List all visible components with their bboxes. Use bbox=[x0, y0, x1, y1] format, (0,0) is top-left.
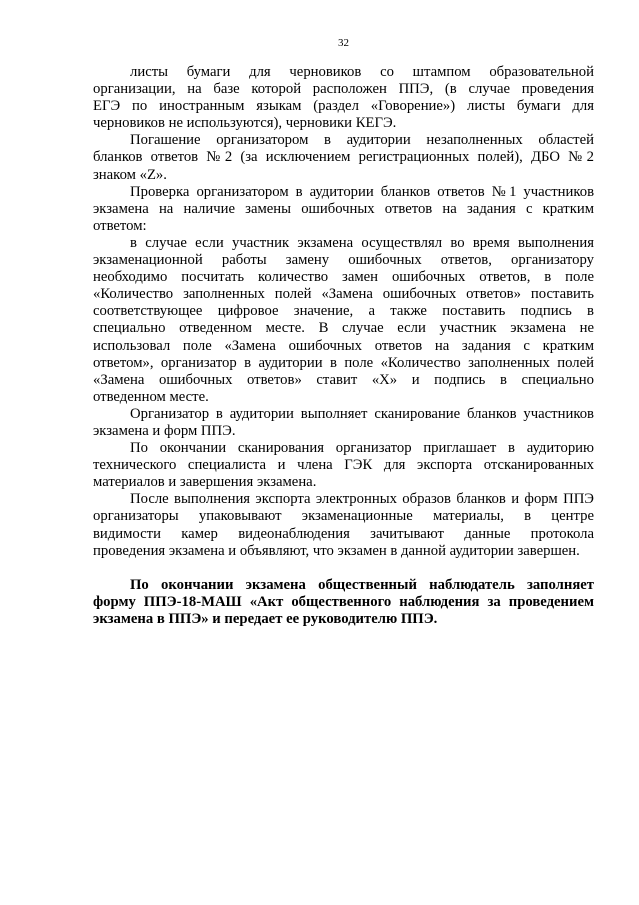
paragraph-packaging bbox=[93, 491, 594, 559]
text-line: экзамена в ППЭ» и передает ее руководителю ППЭ. bbox=[93, 611, 438, 627]
text-line: специально отведенном месте. В случае если участник экзамена не bbox=[93, 320, 594, 337]
paragraph-export bbox=[93, 440, 594, 491]
text-line: в случае если участник экзамена осуществлял во время выполнения bbox=[130, 234, 594, 251]
text-line: необходимо посчитать количество замен ошибочных ответов, в поле bbox=[93, 269, 594, 286]
text-line: После выполнения экспорта электронных образов бланков и форм ППЭ bbox=[130, 491, 594, 508]
text-line: Проверка организатором в аудитории бланков ответов №1 участников bbox=[130, 183, 594, 200]
text-line: ответом: bbox=[93, 217, 147, 234]
text-line: бланков ответов №2 (за исключением регистрационных полей), ДБО №2 bbox=[93, 149, 594, 166]
text-line: Погашение организатором в аудитории незаполненных областей bbox=[130, 132, 594, 149]
text-line: По окончании экзамена общественный наблюдатель заполняет bbox=[130, 576, 594, 593]
text-line: знаком «Z». bbox=[93, 166, 167, 183]
text-line: организации, на базе которой расположен ППЭ, (в случае проведения bbox=[93, 81, 594, 98]
paragraph-answer-check bbox=[93, 184, 594, 235]
text-line: «Замена ошибочных ответов» ставит «X» и подпись в специально bbox=[93, 371, 594, 388]
paragraph-draft-sheets bbox=[93, 64, 594, 132]
text-line: ЕГЭ по иностранным языкам (раздел «Говорение») листы бумаги для bbox=[93, 98, 594, 115]
text-line: экзамена и форм ППЭ. bbox=[93, 422, 236, 439]
text-line: отведенном месте. bbox=[93, 388, 209, 405]
text-line: организаторы упаковывают экзаменационные материалы, в центре bbox=[93, 508, 594, 525]
paragraph-replacement-case bbox=[93, 235, 594, 406]
paragraph-scanning bbox=[93, 406, 594, 440]
text-line: видимости камер видеонаблюдения зачитывают данные протокола bbox=[93, 525, 594, 542]
text-line: использовал поле «Замена ошибочных ответов на задания с кратким bbox=[93, 337, 594, 354]
page-number: 32 bbox=[338, 37, 349, 49]
text-line: соответствующее цифровое значение, а также поставить подпись в bbox=[93, 303, 594, 320]
text-line: По окончании сканирования организатор приглашает в аудиторию bbox=[130, 440, 594, 457]
text-line: проведения экзамена и объявляют, что экзамен в данной аудитории завершен. bbox=[93, 542, 580, 559]
text-line: экзаменационной работы замену ошибочных ответов, организатору bbox=[93, 252, 594, 269]
text-line: «Количество заполненных полей «Замена ошибочных ответов» поставить bbox=[93, 286, 594, 303]
text-line: форму ППЭ-18-МАШ «Акт общественного наблюдения за проведением bbox=[93, 593, 594, 610]
text-line: Организатор в аудитории выполняет сканирование бланков участников bbox=[130, 405, 594, 422]
paragraph-blank-areas bbox=[93, 132, 594, 183]
text-line: экзамена на наличие замены ошибочных ответов на задания с кратким bbox=[93, 200, 594, 217]
text-line: технического специалиста и члена ГЭК для экспорта отсканированных bbox=[93, 457, 594, 474]
text-line: черновиков не используются), черновики КЕГЭ. bbox=[93, 115, 397, 132]
text-line: материалов и завершения экзамена. bbox=[93, 474, 317, 491]
text-line: листы бумаги для черновиков со штампом образовательной bbox=[130, 64, 594, 80]
paragraph-observer-notice bbox=[93, 577, 594, 628]
document-body bbox=[93, 64, 594, 628]
text-line: ответом», организатор в аудитории в поле «Количество заполненных полей bbox=[93, 354, 594, 371]
